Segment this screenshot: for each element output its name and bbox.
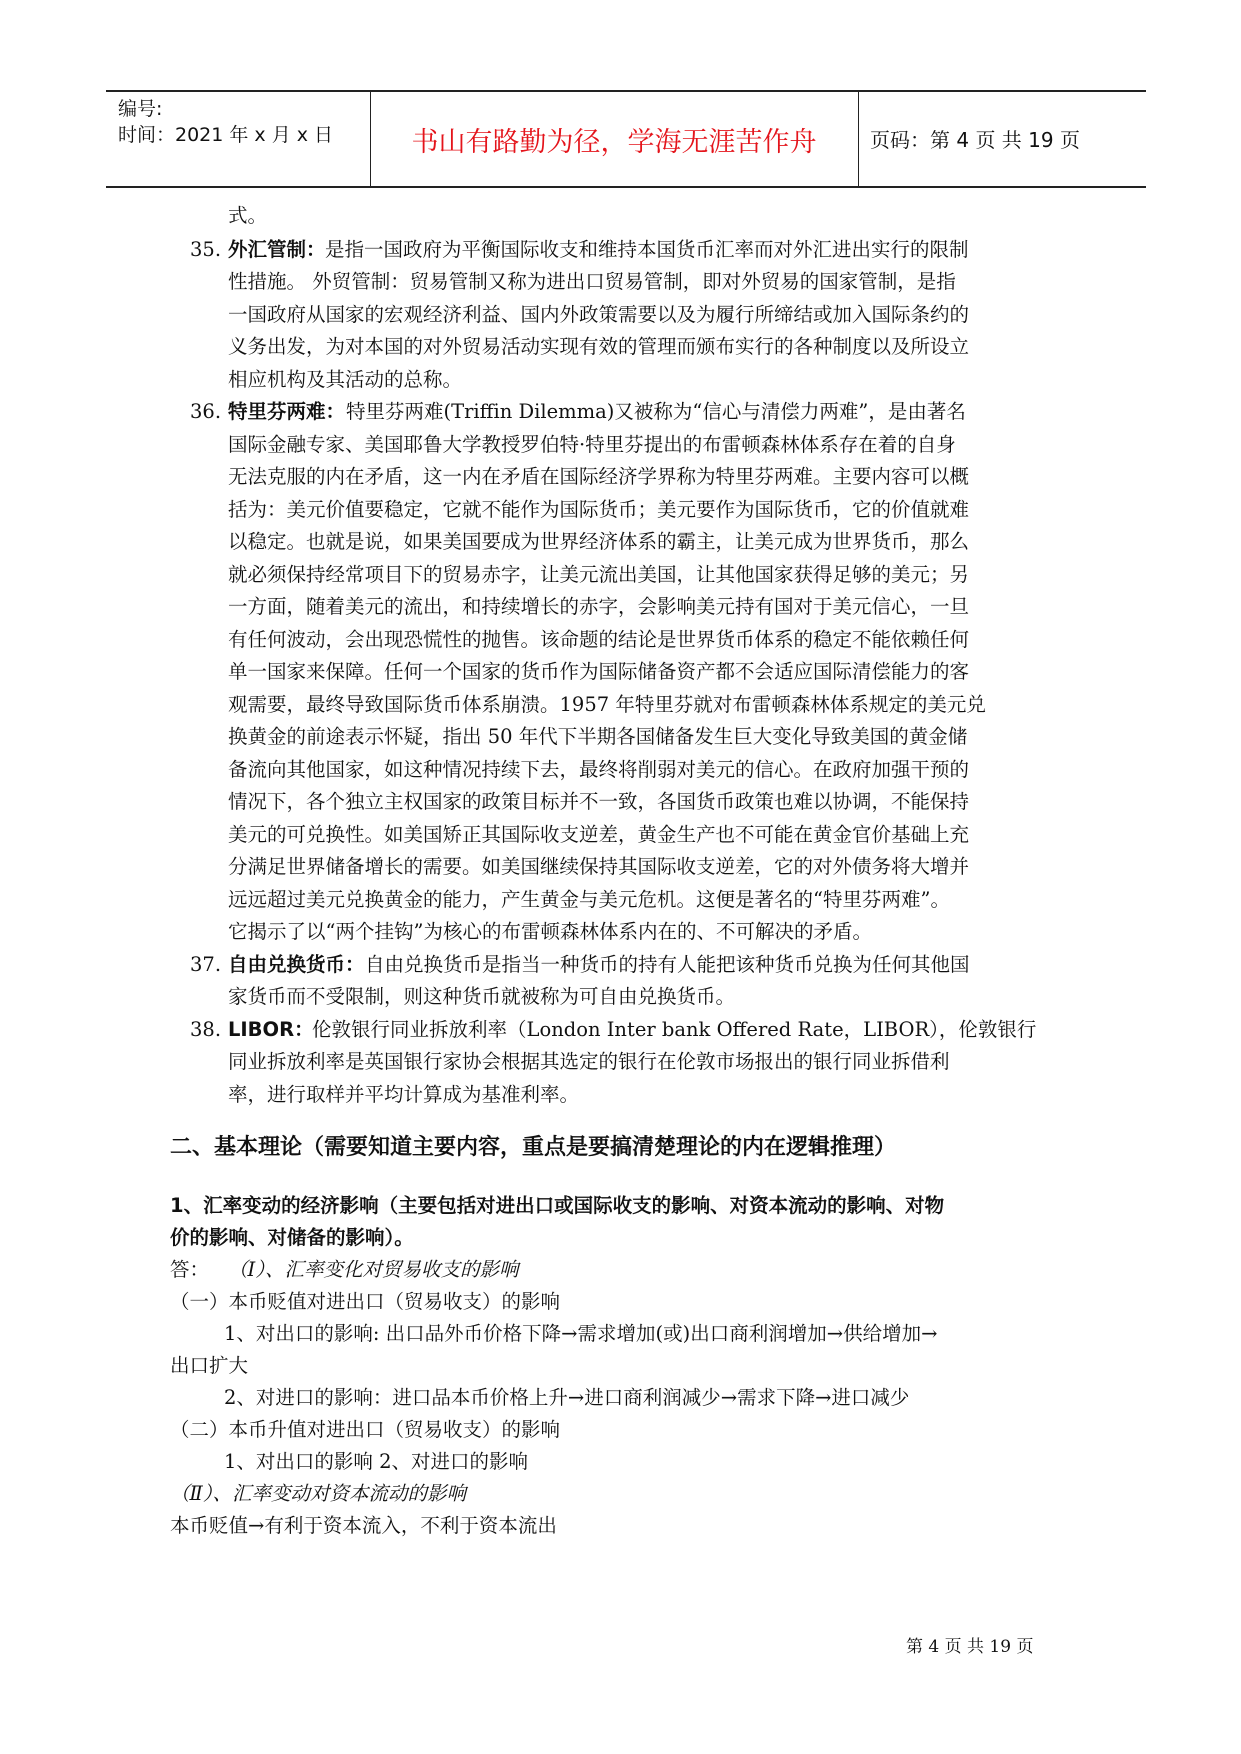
text-line: 义务出发，为对本国的对外贸易活动实现有效的管理而颁布实行的各种制度以及所设立 <box>228 335 970 358</box>
text-line: 分满足世界储备增长的需要。如美国继续保持其国际收支逆差，它的对外债务将大增并 <box>228 855 970 878</box>
text-line: 括为：美元价值要稳定，它就不能作为国际货币；美元要作为国际货币，它的价值就难 <box>228 498 970 521</box>
text-line: 国际金融专家、美国耶鲁大学教授罗伯特·特里芬提出的布雷顿森林体系存在着的自身 <box>228 433 956 456</box>
text-line: 特里芬两难(Triffin Dilemma)又被称为“信心与清偿力两难”，是由著名 <box>346 400 966 423</box>
text-line: 无法克服的内在矛盾，这一内在矛盾在国际经济学界称为特里芬两难。主要内容可以概 <box>228 465 970 488</box>
text-line: 情况下，各个独立主权国家的政策目标并不一致，各国货币政策也难以协调，不能保持 <box>228 790 970 813</box>
text-line: 率，进行取样并平均计算成为基准利率。 <box>228 1083 580 1106</box>
text-line: （一）本币贬值对进出口（贸易收支）的影响 <box>170 1290 561 1313</box>
text-line: 2、对进口的影响：进口品本币价格上升→进口商利润减少→需求下降→进口减少 <box>224 1386 910 1409</box>
serial-label: 编号: <box>118 98 163 120</box>
text-line: 性措施。 外贸管制：贸易管制又称为进出口贸易管制，即对外贸易的国家管制，是指 <box>228 270 956 293</box>
text-line: 有任何波动，会出现恐慌性的抛售。该命题的结论是世界货币体系的稳定不能依赖任何 <box>228 628 970 651</box>
text-line: 36. <box>190 400 222 423</box>
text-line: 家货币而不受限制，则这种货币就被称为可自由兑换货币。 <box>228 985 736 1008</box>
text-line: 观需要，最终导致国际货币体系崩溃。1957 年特里芬就对布雷顿森林体系规定的美元兑 <box>228 693 986 716</box>
text-line: 一国政府从国家的宏观经济利益、国内外政策需要以及为履行所缔结或加入国际条约的 <box>228 303 970 326</box>
text-line: 外汇管制： <box>228 238 326 261</box>
header-right-cell <box>858 92 1146 186</box>
text-line: 以稳定。也就是说，如果美国要成为世界经济体系的霸主，让美元成为世界货币，那么 <box>228 530 970 553</box>
text-line: 二、基本理论（需要知道主要内容，重点是要搞清楚理论的内在逻辑推理） <box>170 1135 897 1160</box>
text-line: 自由兑换货币： <box>228 953 365 976</box>
text-line: 式。 <box>228 204 268 227</box>
text-line: 出口扩大 <box>170 1354 249 1377</box>
motto: 书山有路勤为径，学海无涯苦作舟 <box>411 127 817 158</box>
text-line: 38. <box>190 1018 222 1041</box>
text-line: 备流向其他国家，如这种情况持续下去，最终将削弱对美元的信心。在政府加强干预的 <box>228 758 970 781</box>
text-line: 同业拆放利率是英国银行家协会根据其选定的银行在伦敦市场报出的银行同业拆借利 <box>228 1050 950 1073</box>
text-line: 一方面，随着美元的流出，和持续增长的赤字，会影响美元持有国对于美元信心，一旦 <box>228 595 970 618</box>
text-line: 本币贬值→有利于资本流入，不利于资本流出 <box>170 1514 557 1537</box>
text-line: （Ⅰ）、汇率变化对贸易收支的影响 <box>228 1258 519 1281</box>
header-table <box>106 90 1146 188</box>
text-line: 伦敦银行同业拆放利率（London Inter bank Offered Rate，LIBOR），伦敦银行 <box>312 1018 1037 1041</box>
text-line: 就必须保持经常项目下的贸易赤字，让美元流出美国，让其他国家获得足够的美元；另 <box>228 563 970 586</box>
page-info: 页码：第 4 页 共 19 页 <box>870 128 1080 152</box>
text-line: 1、对出口的影响 2、对进口的影响 <box>224 1450 529 1473</box>
header-left-cell <box>106 92 371 186</box>
text-line: 换黄金的前途表示怀疑，指出 50 年代下半期各国储备发生巨大变化导致美国的黄金储 <box>228 725 968 748</box>
text-line: LIBOR： <box>228 1018 314 1041</box>
text-line: 1、汇率变动的经济影响（主要包括对进出口或国际收支的影响、对资本流动的影响、对物 <box>170 1194 945 1217</box>
text-line: 单一国家来保障。任何一个国家的货币作为国际储备资产都不会适应国际清偿能力的客 <box>228 660 970 683</box>
text-line: 1、对出口的影响: 出口品外币价格下降→需求增加(或)出口商利润增加→供给增加→ <box>224 1322 938 1345</box>
text-line: 它揭示了以“两个挂钩”为核心的布雷顿森林体系内在的、不可解决的矛盾。 <box>228 920 872 943</box>
page-footer: 第 4 页 共 19 页 <box>906 1637 1034 1657</box>
header-mid-cell <box>370 92 859 186</box>
text-line: 37. <box>190 953 222 976</box>
text-line: 答： <box>170 1258 210 1281</box>
text-line: 特里芬两难： <box>228 400 346 423</box>
text-line: （Ⅱ）、汇率变动对资本流动的影响 <box>170 1482 467 1505</box>
text-line: 远远超过美元兑换黄金的能力，产生黄金与美元危机。这便是著名的“特里芬两难”。 <box>228 888 950 911</box>
text-line: 相应机构及其活动的总称。 <box>228 368 463 391</box>
text-line: 价的影响、对储备的影响）。 <box>170 1226 414 1249</box>
text-line: （二）本币升值对进出口（贸易收支）的影响 <box>170 1418 561 1441</box>
text-line: 是指一国政府为平衡国际收支和维持本国货币汇率而对外汇进出实行的限制 <box>325 238 969 261</box>
time-label: 时间：2021 年 x 月 x 日 <box>118 124 334 146</box>
text-line: 35. <box>190 238 222 261</box>
text-line: 自由兑换货币是指当一种货币的持有人能把该种货币兑换为任何其他国 <box>365 953 970 976</box>
text-line: 美元的可兑换性。如美国矫正其国际收支逆差，黄金生产也不可能在黄金官价基础上充 <box>228 823 970 846</box>
